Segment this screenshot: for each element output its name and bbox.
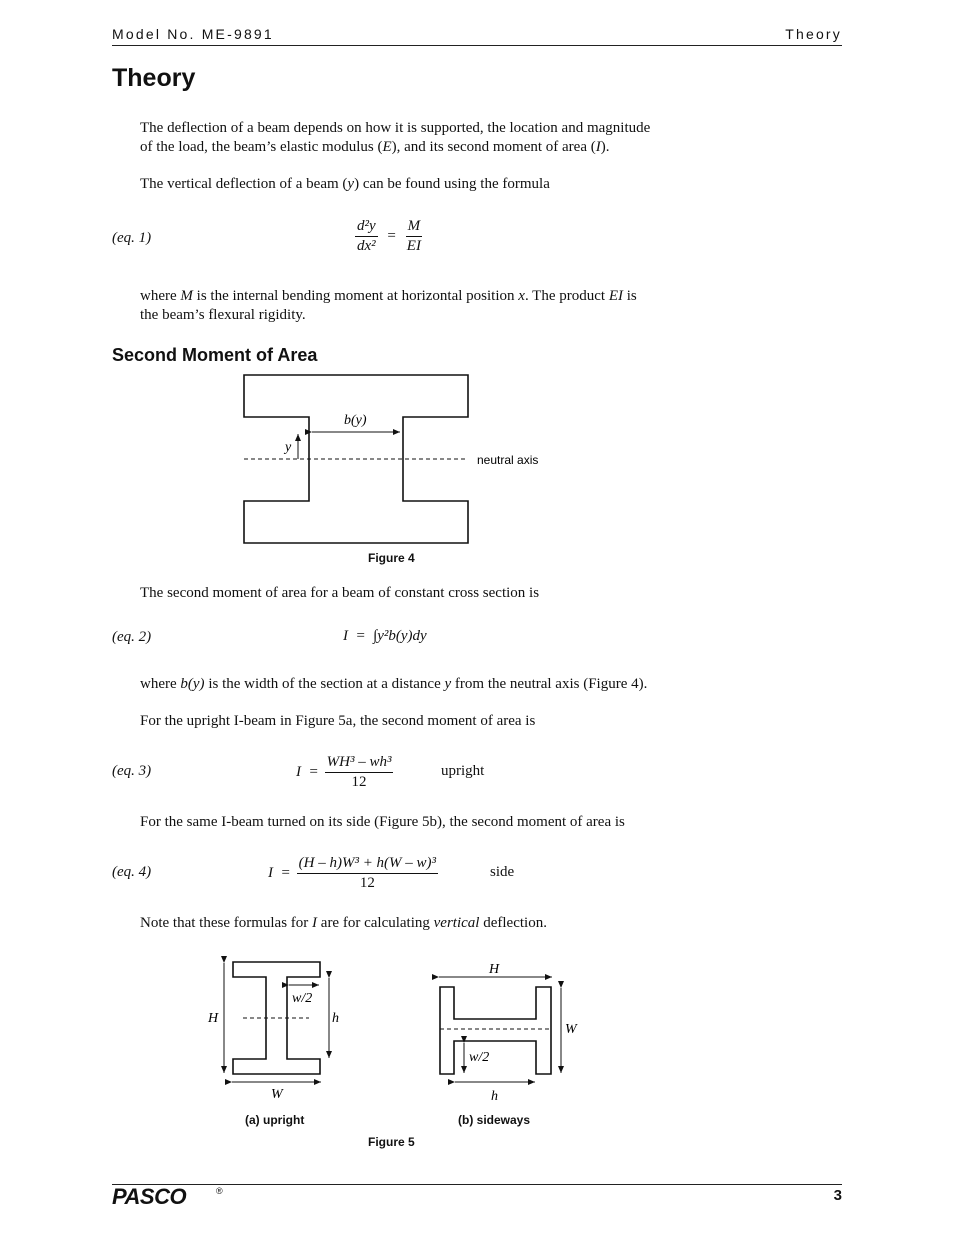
where2-var-y: y [444,676,452,692]
where1-text: . The product [524,288,609,304]
figure-5-ibeams [195,955,595,1115]
where2-var-by: b(y) [180,676,205,692]
eq1-rhs-fraction [406,218,423,255]
eq1-formula [355,218,422,255]
intro-var-e: E [382,139,392,155]
header-model-number: Model No. ME-9891 [112,26,274,42]
note-paragraph [140,914,700,933]
header-rule [112,45,842,46]
second-moment-paragraph: The second moment of area for a beam of constant cross section is [140,585,540,601]
figure-5-caption: Figure 5 [368,1135,415,1149]
eq4-lhs: I = [268,864,291,881]
neutral-axis-label: neutral axis [477,453,539,467]
eq3-label: (eq. 3) [112,763,152,779]
y-label: y [285,440,292,455]
where1-var-ei: EI [608,288,623,304]
eq4-num: (H – h)W³ + h(W – w)³ [297,855,438,874]
where2-text: where [140,676,181,692]
eq1-rhs-den: EI [406,238,421,254]
eq4-den: 12 [359,875,375,891]
upright-paragraph: For the upright I-beam in Figure 5a, the second moment of area is [140,713,536,729]
upright-w2-label: w/2 [292,991,313,1006]
intro-var-y: y [347,176,355,192]
sideways-h-label: h [491,1089,498,1104]
section-title: Second Moment of Area [112,345,318,365]
upright-W-label: W [271,1087,283,1102]
where1-var-x: x [518,288,525,304]
note-emphasis: vertical [433,915,480,931]
eq3-den: 12 [351,774,367,790]
note-text: Note that these formulas for [140,915,313,931]
note-var-i: I [312,915,318,931]
intro-text: ). [600,139,610,155]
eq1-lhs-den: dx² [357,238,376,254]
eq4-formula [268,855,438,892]
where1-line2: the beam’s flexural rigidity. [140,307,306,323]
eq4-note: side [490,864,515,880]
sideways-w2-label: w/2 [469,1050,490,1065]
eq4-fraction [297,855,438,892]
eq1-rhs-num: M [406,218,423,237]
sideways-W-label: W [565,1022,577,1037]
pasco-logo: PASCO [112,1184,187,1209]
page-title: Theory [112,64,196,92]
figure-4-caption: Figure 4 [368,551,415,565]
where-paragraph-1 [140,287,700,325]
intro-text: ) can be found using the formula [354,176,550,192]
intro-paragraph [140,119,700,157]
where2-text: is the width of the section at a distance [204,676,445,692]
sideways-H-label: H [489,962,500,977]
sideways-ibeam-outline [440,987,551,1074]
page-number: 3 [833,1187,842,1204]
intro-text: The vertical deflection of a beam ( [140,176,348,192]
intro-var-i: I [595,139,601,155]
where1-text: is [622,288,637,304]
eq3-formula [296,754,393,791]
registered-mark: ® [216,1186,223,1196]
eq3-num: WH³ – wh³ [325,754,394,773]
note-text: deflection. [479,915,547,931]
where1-text: is the internal bending moment at horizontal position [192,288,519,304]
where1-var-m: M [180,288,193,304]
intro-line1: The deflection of a beam depends on how it is supported, the location and magnitude [140,120,651,136]
formula-intro-paragraph [140,175,700,194]
intro-text: ), and its second moment of area ( [391,139,596,155]
note-text: are for calculating [317,915,434,931]
eq2-label: (eq. 2) [112,629,152,645]
eq3-lhs: I = [296,763,319,780]
eq3-fraction [325,754,394,791]
figure-4-ibeam [230,370,570,550]
figure-5b-caption: (b) sideways [458,1113,531,1127]
where1-text: where [140,288,181,304]
upright-H-label: H [208,1011,219,1026]
eq4-label: (eq. 4) [112,864,152,880]
where-paragraph-2 [140,675,740,694]
upright-h-label: h [332,1011,339,1026]
eq1-equals: = [387,227,396,244]
eq3-note: upright [441,763,485,779]
by-label: b(y) [344,413,367,428]
where2-text: from the neutral axis (Figure 4). [451,676,648,692]
eq2-formula: I = ∫y²b(y)dy [343,628,427,644]
intro-text: of the load, the beam’s elastic modulus ( [140,139,383,155]
header-section: Theory [785,26,842,42]
footer-rule [112,1184,842,1185]
eq1-label: (eq. 1) [112,230,152,246]
eq1-lhs-fraction [355,218,378,255]
side-paragraph: For the same I-beam turned on its side (Figure 5b), the second moment of area is [140,814,625,830]
figure-5a-caption: (a) upright [245,1113,305,1127]
eq1-lhs-num: d²y [355,218,378,237]
